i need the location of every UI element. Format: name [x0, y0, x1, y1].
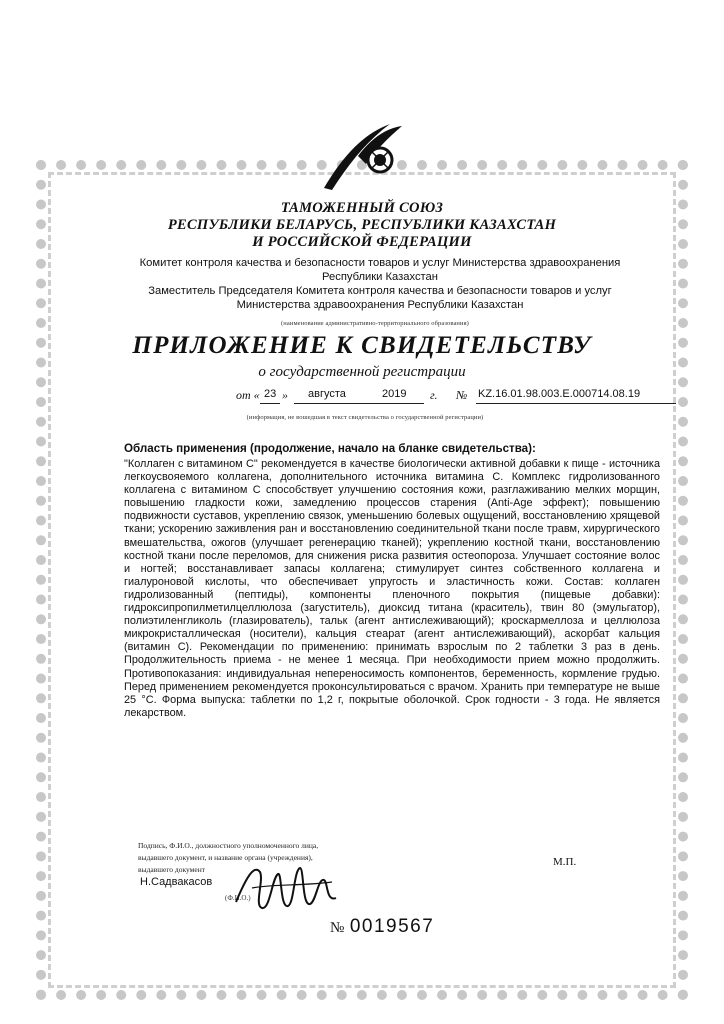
agency-line-4: Министерства здравоохранения Республики Казахстан [236, 299, 524, 311]
application-text: "Коллаген с витамином С" рекомендуется в качестве биологически активной добавки к пище - источника легкоусвояемого коллагена, дополнительного источника витамина С. Комплекс гидролизованного коллагена с витамином С способствует улучшению состояния кожи, разглаживанию мелких морщин, повышению гладкости кожи, замедлению процессов старения (Anti-Age эффект); повышению подвижности суставов, укреплению связок, уменьшению болевых ощущений, восстановлению хрящевой ткани; ускорению заживления ран и восстановлению соединительной ткани после травм, хирургического вмешательства, ожогов (улучшает регенерацию тканей); укреплению костной ткани, восстановлению костной ткани после переломов, для снижения риска развития остеопороза. Улучшает состояние волос и ногтей; восстанавливает запасы коллагена; стимулирует синтез собственного коллагена и гиалуроновой кислоты, что обеспечивает упругость и эластичность кожи. Состав: коллаген гидролизованный (пептиды), компоненты пленочного покрытия (пищевые добавки): гидроксипропилметилцеллюлоза (загуститель), диоксид титана (краситель), твин 80 (эмульгатор), полиэтиленгликоль (глазирователь), тальк (агент антислеживающий); кроскармеллоза и целлюлоза микрокристаллическая (носители), кальция стеарат (агент антислеживающий), аскорбат кальция (витамин С). Рекомендации по применению: принимать взрослым по 2 таблетки 3 раз в день. Продолжительность приема - не менее 1 месяца. При необходимости прием можно продолжить. Противопоказания: индивидуальная непереносимость компонентов, беременность, кормление грудью. Перед применением рекомендуется проконсультироваться с врачом. Хранить при температуре не выше 25 °С. Форма выпуска: таблетки по 1,2 г, покрытые оболочкой. Срок годности - 3 года. Не является лекарством. [124, 458, 660, 719]
document-subtitle: о государственной регистрации [258, 364, 466, 380]
date-number-line [236, 388, 676, 406]
date-year-suffix: г. [430, 388, 438, 402]
date-month: августа [308, 388, 346, 400]
date-day-close: » [282, 388, 288, 402]
serial-value: 0019567 [349, 916, 435, 937]
stamp-place-label: М.П. [553, 856, 577, 868]
agency-line-3: Заместитель Председателя Комитета контроля качества и безопасности товаров и услуг [148, 285, 612, 297]
serial-prefix: № [330, 920, 346, 936]
fio-note: (Ф.И.О.) [225, 894, 251, 902]
agency-line-1: Комитет контроля качества и безопасности товаров и услуг Министерства здравоохранения [139, 257, 621, 269]
union-line-3: И РОССИЙСКОЙ ФЕДЕРАЦИИ [252, 234, 472, 250]
date-year: 2019 [382, 388, 407, 400]
sig-note-line-3: выдавшего документ [138, 865, 206, 874]
number-sign: № [456, 388, 468, 402]
sig-note-line-2: выдавшего документ, и название органа (учреждения), [138, 853, 313, 862]
date-day: 23 [264, 388, 277, 400]
emblem-logo-icon [318, 116, 408, 196]
union-line-2: РЕСПУБЛИКИ БЕЛАРУСЬ, РЕСПУБЛИКИ КАЗАХСТАН [167, 217, 557, 233]
dateline-note: (информация, не вошедшая в текст свидетельства о государственной регистрации) [246, 414, 484, 421]
agency-line-2: Республики Казахстан [322, 271, 438, 283]
handwritten-signature [232, 858, 342, 918]
registration-number: KZ.16.01.98.003.E.000714.08.19 [478, 388, 641, 400]
document-title: ПРИЛОЖЕНИЕ К СВИДЕТЕЛЬСТВУ [132, 332, 592, 359]
agency-note: (наименование административно-территориального образования) [281, 320, 469, 327]
serial-number [330, 916, 434, 938]
union-line-1: ТАМОЖЕННЫЙ СОЮЗ [280, 200, 444, 216]
date-prefix: от « [236, 388, 260, 402]
sig-note-line-1: Подпись, Ф.И.О., должностного уполномоченного лица, [138, 841, 319, 850]
signer-name: Н.Садвакасов [140, 876, 213, 888]
section-heading: Область применения (продолжение, начало на бланке свидетельства): [124, 442, 536, 455]
